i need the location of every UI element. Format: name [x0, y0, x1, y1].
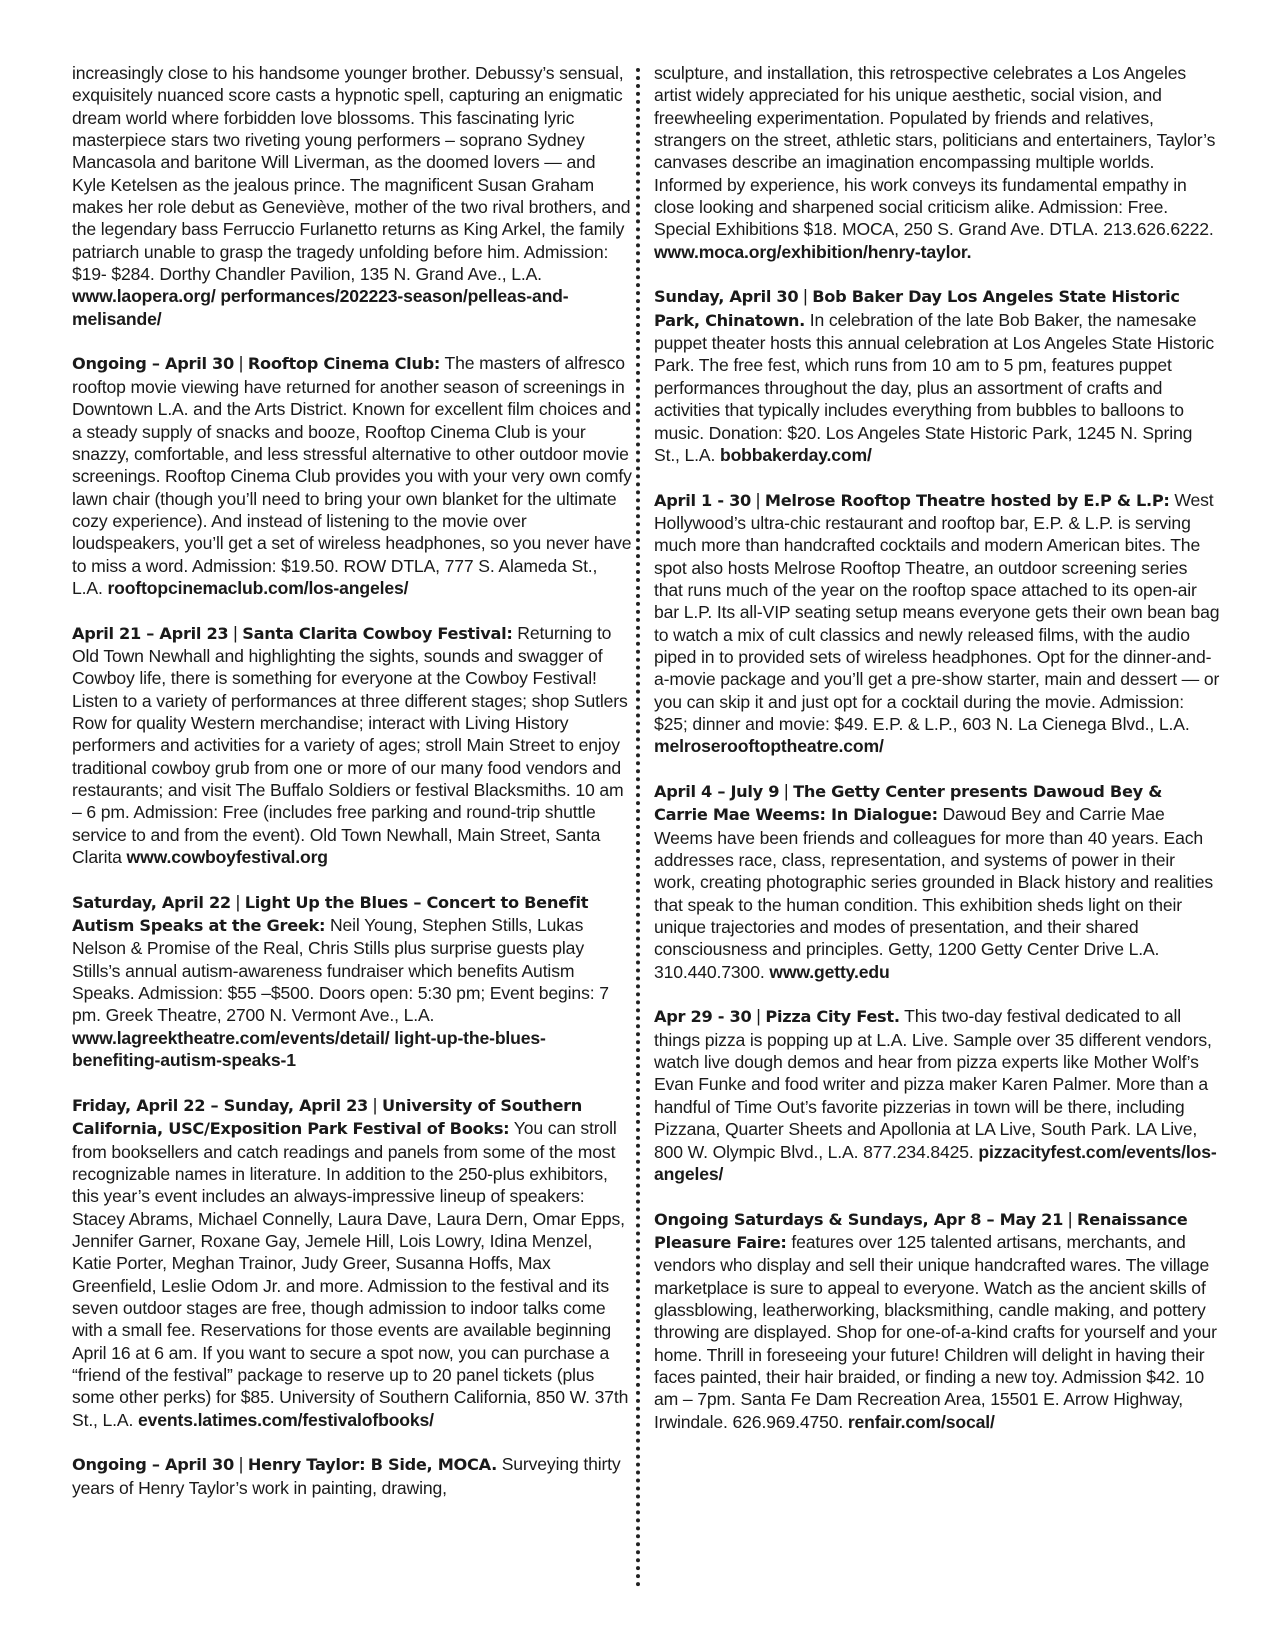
event-link[interactable]: www.getty.edu — [769, 961, 890, 982]
right-column — [654, 62, 1220, 1455]
event-link[interactable]: bobbakerday.com/ — [719, 444, 872, 465]
event-date: Ongoing – April 30 — [72, 1455, 234, 1475]
event-date: April 4 – July 9 — [654, 782, 780, 801]
event-bob-baker-day — [654, 285, 1220, 466]
event-link[interactable]: melroserooftoptheatre.com/ — [654, 736, 884, 757]
event-melrose-rooftop — [654, 489, 1220, 758]
event-title: Rooftop Cinema Club: — [247, 354, 441, 374]
event-date: Saturday, April 22 — [72, 892, 231, 912]
event-title: Bob Baker Day Los Angeles State Historic Park, Chinatown. — [654, 287, 1180, 330]
event-link[interactable]: events.latimes.com/festivalofbooks/ — [137, 1409, 434, 1430]
left-column — [72, 62, 632, 1521]
event-title: Henry Taylor: B Side, MOCA. — [247, 1455, 497, 1475]
event-henry-taylor-continuation — [654, 62, 1220, 263]
event-text: This two-day festival dedicated to all things pizza is popping up at L.A. Live. Sample over 35 different vendors, watch live dough demos and hear from pizza experts like Mother Wolf’s Evan Funke and food writer and pizza maker Karen Palmer. More than a handful of Time Out’s favorite pizzerias in town will be there, including Pizzana, Quarter Sheets and Apollonia at LA Live, South Park. LA Live, 800 W. Olympic Blvd., L.A. 877.234.8425. — [654, 1006, 1212, 1162]
event-title: Light Up the Blues – Concert to Benefit Autism Speaks at the Greek: — [72, 892, 589, 936]
event-text: West Hollywood’s ultra-chic restaurant and rooftop bar, E.P. & L.P. is serving much more than handcrafted cocktails and modern American bites. The spot also hosts Melrose Rooftop Theatre, an outdoor screening series that runs much of the year on the rooftop space attached to its open-air bar L.P. Its all-VIP seating setup means everyone gets their own bean bag to watch a mix of cult classics and newly released films, with the audio piped in to provided sets of wireless headphones. Opt for the dinner-and-a-movie package and you’ll get a pre-show starter, main and dessert — or you can skip it and just opt for a cocktail during the movie. Admission: $25; dinner and movie: $49. E.P. & L.P., 603 N. La Cienega Blvd., L.A. — [654, 489, 1220, 734]
event-date: Ongoing Saturdays & Sundays, Apr 8 – May 21 — [654, 1209, 1064, 1229]
event-separator: | — [228, 622, 243, 643]
event-text: increasingly close to his handsome younger brother. Debussy’s sensual, exquisitely nuanced score casts a hypnotic spell, capturing an enigmatic dream world where forbidden love blossoms. This fascinating lyric masterpiece stars two riveting young performers – soprano Sydney Mancasola and baritone Will Liverman, as the doomed lovers — and Kyle Ketelsen as the jealous prince. The magnificent Susan Graham makes her role debut as Geneviève, mother of the two rival brothers, and the legendary bass Ferruccio Furlanetto returns as King Arkel, the family patriarch unable to grasp the tragedy unfolding before him. Admission: $19- $284. Dorthy Chandler Pavilion, 135 N. Grand Ave., L.A. — [72, 63, 631, 285]
event-date: Apr 29 - 30 — [654, 1007, 752, 1027]
event-separator: | — [233, 1454, 248, 1475]
event-text: Returning to Old Town Newhall and highlighting the sights, sounds and swagger of Cowboy life, there is something for everyone at the Cowboy Festival! Listen to a variety of performances at three different stages; shop Sutlers Row for quality Western merchandise; interact with Living History performers and activities for a variety of ages; stroll Main Street to enjoy traditional cowboy grub from one or more of our many food vendors and restaurants; and visit The Buffalo Soldiers or festival Blacksmiths. 10 am – 6 pm. Admission: Free (includes free parking and round-trip shuttle service to and from the event). Old Town Newhall, Main Street, Santa Clarita — [72, 622, 628, 868]
event-title: Pizza City Fest. — [765, 1007, 900, 1027]
event-title: Renaissance Pleasure Faire: — [654, 1209, 1188, 1252]
event-title: Melrose Rooftop Theatre hosted by E.P & L.P: — [764, 490, 1170, 510]
event-text: Dawoud Bey and Carrie Mae Weems have been friends and colleagues for more than 40 years. Each addresses race, class, representation, and systems of power in their work, creating photographic series grounded in Black history and realities that speak to the human condition. This exhibition sheds light on their unique trajectories and modes of presentation, and their shared consciousness and principles. Getty, 1200 Getty Center Drive L.A. 310.440.7300. — [654, 804, 1214, 982]
event-cowboy-festival — [72, 622, 632, 869]
event-separator: | — [779, 781, 794, 801]
event-link[interactable]: www.cowboyfestival.org — [126, 847, 328, 868]
event-link[interactable]: pizzacityfest.com/events/los-angeles/ — [654, 1141, 1217, 1184]
event-title: Santa Clarita Cowboy Festival: — [242, 623, 513, 643]
event-date: Ongoing – April 30 — [72, 354, 234, 374]
event-link[interactable]: rooftopcinemaclub.com/los-angeles/ — [107, 577, 409, 598]
event-title: University of Southern California, USC/Exposition Park Festival of Books: — [72, 1095, 583, 1139]
event-title: The Getty Center presents Dawoud Bey & Carrie Mae Weems: In Dialogue: — [654, 782, 1163, 825]
event-rooftop-cinema — [72, 352, 632, 599]
event-date: Sunday, April 30 — [654, 287, 799, 307]
event-separator: | — [230, 891, 245, 912]
event-text: The masters of alfresco rooftop movie viewing have returned for another season of screenings in Downtown L.A. and the Arts District. Known for excellent film choices and a steady supply of snacks and booze, Rooftop Cinema Club is your snazzy, comfortable, and less stressful alternative to other outdoor movie screenings. Rooftop Cinema Club provides you with your very own comfy lawn chair (though you’ll need to bring your own blanket for the ultimate cozy experience). And instead of listening to the movie over loudspeakers, you’ll get a set of wireless headphones, so you never have to miss a word. Admission: $19.50. ROW DTLA, 777 S. Alameda St., L.A. — [72, 353, 632, 598]
event-text: sculpture, and installation, this retrospective celebrates a Los Angeles artist widely appreciated for his unique aesthetic, social vision, and freewheeling experimentation. Populated by friends and relatives, strangers on the street, athletic stars, politicians and entertainers, Taylor’s canvases describe an imagination encompassing multiple worlds. Informed by experience, his work conveys its fundamental empathy in close looking and sharpened social criticism alike. Admission: Free. Special Exhibitions $18. MOCA, 250 S. Grand Ave. DTLA. 213.626.6222. — [654, 63, 1216, 240]
event-separator: | — [1063, 1208, 1078, 1229]
event-text: features over 125 talented artisans, merchants, and vendors who display and sell their unique handcrafted wares. The village marketplace is sure to appeal to everyone. Watch as the ancient skills of glassblowing, leatherworking, blacksmithing, candle making, and pottery throwing are displayed. Shop for one-of-a-kind crafts for yourself and your home. Thrill in foreseeing your future! Children will delight in having their faces painted, their hair braided, or finding a new toy. Admission $42. 10 am – 7pm. Santa Fe Dam Recreation Area, 15501 E. Arrow Highway, Irwindale. 626.969.4750. — [654, 1231, 1217, 1432]
event-date: April 1 - 30 — [654, 490, 752, 510]
event-text: Neil Young, Stephen Stills, Lukas Nelson & Promise of the Real, Chris Stills plus surprise guests play Stills’s annual autism-awareness fundraiser which benefits Autism Speaks. Admission: $55 –$500. Doors open: 5:30 pm; Event begins: 7 pm. Greek Theatre, 2700 N. Vermont Ave., L.A. — [72, 915, 609, 1026]
event-getty-center — [654, 780, 1220, 983]
event-text: You can stroll from booksellers and catch readings and panels from some of the most recognizable names in literature. In addition to the 250-plus exhibitors, this year’s event includes an always-impressive lineup of speakers: Stacey Abrams, Michael Connelly, Laura Dave, Laura Dern, Omar Epps, Jennifer Garner, Roxane Gay, Jemele Hill, Lois Lowry, Idina Menzel, Katie Porter, Meghan Trainor, Judy Greer, Susanna Hoffs, Max Greenfield, Leslie Odom Jr. and more. Admission to the festival and its seven outdoor stages are free, though admission to indoor talks come with a small fee. Reservations for those events are available beginning April 16 at 6 am. If you want to secure a spot now, you can purchase a “friend of the festival” package to reserve up to 20 panel tickets (plus some other perks) for $85. University of Southern California, 850 W. 37th St., L.A. — [72, 1118, 629, 1430]
event-text: In celebration of the late Bob Baker, the namesake puppet theater hosts this annual celebration at Los Angeles State Historic Park. The free fest, which runs from 10 am to 5 pm, features puppet performances throughout the day, plus an assortment of crafts and activities that typically includes everything from bubbles to balloons to music. Donation: $20. Los Angeles State Historic Park, 1245 N. Spring St., L.A. — [654, 309, 1215, 465]
event-date: Friday, April 22 – Sunday, April 23 — [72, 1095, 369, 1115]
event-text: Surveying thirty years of Henry Taylor’s work in painting, drawing, — [72, 1454, 621, 1498]
event-renaissance-faire — [654, 1208, 1220, 1433]
event-henry-taylor — [72, 1453, 632, 1499]
event-light-up-the-blues — [72, 891, 632, 1072]
event-link[interactable]: renfair.com/socal/ — [847, 1411, 995, 1432]
event-separator: | — [798, 286, 813, 307]
event-separator: | — [751, 489, 765, 510]
event-date: April 21 – April 23 — [72, 623, 229, 643]
event-link[interactable]: www.lagreektheatre.com/events/detail/ light-up-the-blues-benefiting-autism-speaks-1 — [72, 1027, 546, 1071]
event-pelleas-continuation — [72, 62, 632, 330]
event-festival-of-books — [72, 1094, 632, 1431]
event-pizza-city-fest — [654, 1005, 1220, 1185]
event-separator: | — [751, 1006, 766, 1027]
event-link[interactable]: www.moca.org/exhibition/henry-taylor. — [654, 241, 972, 262]
event-link[interactable]: www.laopera.org/ performances/202223-season/pelleas-and-melisande/ — [72, 286, 569, 329]
event-separator: | — [233, 353, 248, 374]
column-divider — [636, 68, 640, 1588]
event-separator: | — [368, 1094, 382, 1115]
